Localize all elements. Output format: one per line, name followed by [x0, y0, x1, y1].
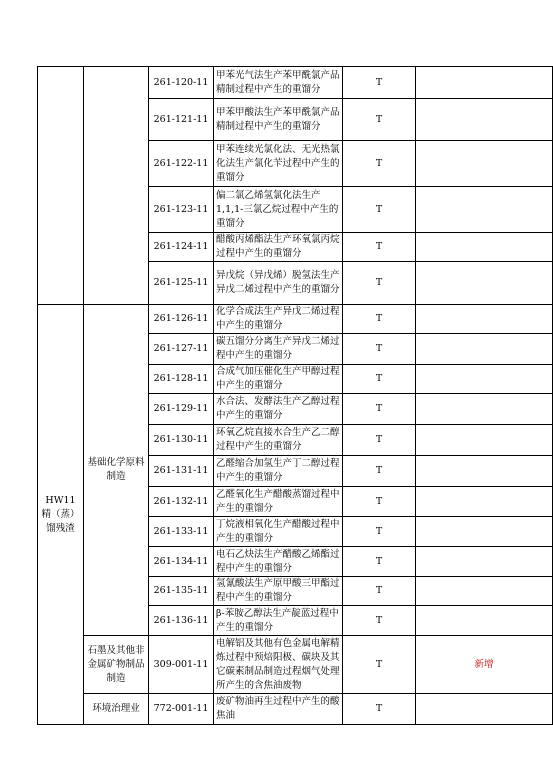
hazard-characteristic: T — [343, 606, 416, 636]
waste-description: 电解铝及其他有色金属电解精炼过程中预焙阳极、碳块及其它碳素制品制造过程烟气处理所产生的含焦油废物 — [214, 636, 343, 694]
hazard-characteristic: T — [343, 577, 416, 606]
waste-code: 261-131-11 — [149, 456, 214, 487]
hazard-characteristic: T — [343, 456, 416, 487]
remark — [416, 233, 553, 262]
hazard-characteristic: T — [343, 425, 416, 456]
hazard-characteristic: T — [343, 694, 416, 725]
hazard-characteristic: T — [343, 365, 416, 394]
remark — [416, 334, 553, 365]
waste-description: 偏二氯乙烯氢氯化法生产1,1,1-三氯乙烷过程中产生的重馏分 — [214, 187, 343, 233]
waste-code: 261-135-11 — [149, 577, 214, 606]
waste-description: 乙醛缩合加氢生产丁二醇过程中产生的重馏分 — [214, 456, 343, 487]
waste-description: 醋酸丙烯酯法生产环氧氯丙烷过程中产生的重馏分 — [214, 233, 343, 262]
hazard-characteristic: T — [343, 547, 416, 577]
remark — [416, 394, 553, 425]
industry-cell-continued — [84, 67, 149, 305]
waste-description: 甲苯甲酸法生产苯甲酰氯产品精制过程中产生的重馏分 — [214, 99, 343, 141]
remark — [416, 425, 553, 456]
waste-code: 261-132-11 — [149, 487, 214, 517]
waste-description: 氢氰酸法生产原甲酸三甲酯过程中产生的重馏分 — [214, 577, 343, 606]
waste-code: 261-126-11 — [149, 305, 214, 334]
waste-code: 261-127-11 — [149, 334, 214, 365]
table-row — [38, 694, 553, 725]
waste-category — [38, 305, 84, 725]
hazard-characteristic: T — [343, 517, 416, 547]
remark — [416, 262, 553, 305]
remark — [416, 187, 553, 233]
waste-code: 261-120-11 — [149, 67, 214, 99]
waste-code: 261-122-11 — [149, 141, 214, 187]
remark — [416, 517, 553, 547]
industry-source: 环境治理业 — [84, 694, 149, 725]
table-row — [38, 636, 553, 694]
remark — [416, 141, 553, 187]
hazard-characteristic: T — [343, 334, 416, 365]
waste-code: 261-123-11 — [149, 187, 214, 233]
waste-description: 碳五馏分分离生产异戊二烯过程中产生的重馏分 — [214, 334, 343, 365]
waste-description: 异戊烷（异戊烯）脱氢法生产异戊二烯过程中产生的重馏分 — [214, 262, 343, 305]
waste-description: 合成气加压催化生产甲醇过程中产生的重馏分 — [214, 365, 343, 394]
industry-source: 石墨及其他非金属矿物制品制造 — [84, 636, 149, 694]
waste-code: 261-129-11 — [149, 394, 214, 425]
remark-new: 新增 — [416, 636, 553, 694]
hazard-characteristic: T — [343, 187, 416, 233]
remark — [416, 67, 553, 99]
waste-description: 环氧乙烷直接水合生产乙二醇过程中产生的重馏分 — [214, 425, 343, 456]
hazard-characteristic: T — [343, 636, 416, 694]
waste-code: 261-134-11 — [149, 547, 214, 577]
remark — [416, 365, 553, 394]
waste-description: 乙醛氧化生产醋酸蒸馏过程中产生的重馏分 — [214, 487, 343, 517]
hazard-characteristic: T — [343, 305, 416, 334]
waste-code: 261-121-11 — [149, 99, 214, 141]
remark — [416, 305, 553, 334]
waste-description: 化学合成法生产异戊二烯过程中产生的重馏分 — [214, 305, 343, 334]
waste-description: 废矿物油再生过程中产生的酸焦油 — [214, 694, 343, 725]
remark — [416, 606, 553, 636]
waste-description: β-苯胺乙醇法生产靛蓝过程中产生的重馏分 — [214, 606, 343, 636]
waste-code: 261-128-11 — [149, 365, 214, 394]
table-row — [38, 67, 553, 99]
remark — [416, 577, 553, 606]
industry-source: 基础化学原料制造 — [84, 305, 149, 636]
hazard-characteristic: T — [343, 394, 416, 425]
hazard-characteristic: T — [343, 67, 416, 99]
category-name: 精（蒸）馏残渣 — [41, 508, 80, 534]
waste-code: 261-130-11 — [149, 425, 214, 456]
waste-code: 261-133-11 — [149, 517, 214, 547]
hazard-characteristic: T — [343, 262, 416, 305]
waste-description: 电石乙炔法生产醋酸乙烯酯过程中产生的重馏分 — [214, 547, 343, 577]
table-row — [38, 305, 553, 334]
waste-code: 261-125-11 — [149, 262, 214, 305]
waste-code: 309-001-11 — [149, 636, 214, 694]
remark — [416, 456, 553, 487]
remark — [416, 547, 553, 577]
hazard-characteristic: T — [343, 141, 416, 187]
hazard-characteristic: T — [343, 487, 416, 517]
remark — [416, 694, 553, 725]
waste-code: 261-136-11 — [149, 606, 214, 636]
category-cell-continued — [38, 67, 84, 305]
hazardous-waste-table — [37, 66, 553, 725]
remark — [416, 99, 553, 141]
hazard-characteristic: T — [343, 233, 416, 262]
waste-description: 甲苯光气法生产苯甲酰氯产品精制过程中产生的重馏分 — [214, 67, 343, 99]
waste-code: 772-001-11 — [149, 694, 214, 725]
waste-description: 丁烷液相氧化生产醋酸过程中产生的重馏分 — [214, 517, 343, 547]
hazard-characteristic: T — [343, 99, 416, 141]
waste-code: 261-124-11 — [149, 233, 214, 262]
category-code: HW11 — [45, 494, 76, 506]
waste-description: 甲苯连续光氯化法、无光热氯化法生产氯化苄过程中产生的重馏分 — [214, 141, 343, 187]
remark — [416, 487, 553, 517]
waste-description: 水合法、发酵法生产乙醇过程中产生的重馏分 — [214, 394, 343, 425]
